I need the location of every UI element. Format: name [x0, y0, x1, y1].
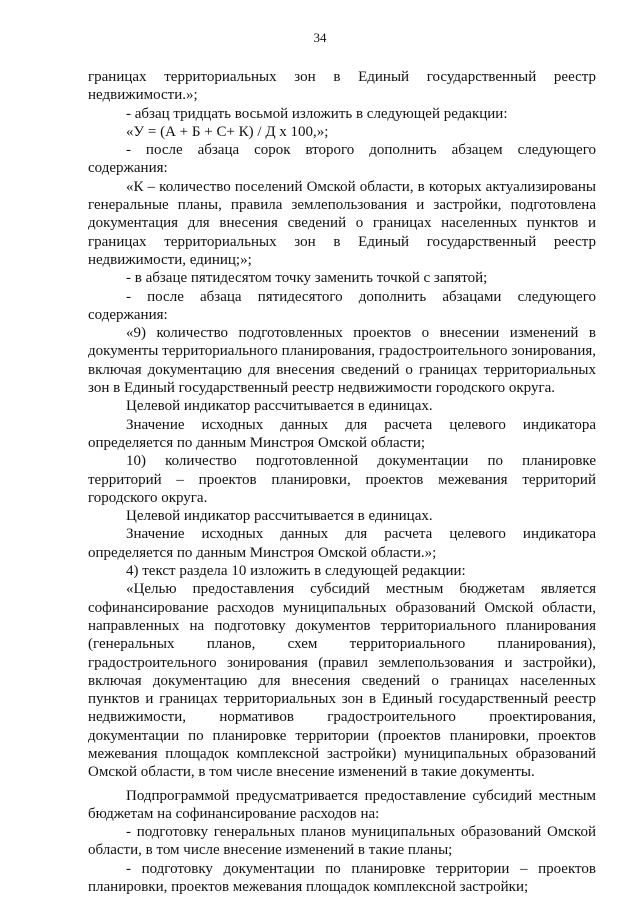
paragraph: границах территориальных зон в Единый государственный реестр недвижимости.»; [88, 69, 596, 104]
paragraph: «Целью предоставления субсидий местным бюджетам является софинансирование расходов муниципальных образований Омской области, направленных на подготовку документов территориального планирования (генеральных планов, схем территориального планирования), градостроительного зонирования (правил землепользования и застройки), включая документацию для внесения сведений о границах населенных пунктов и границах территориальных зон в Единый государственный реестр недвижимости, нормативов градостроительного проектирования, документации по планировке территории (проектов планировки, проектов межевания площадок комплексной застройки) муниципальных образований Омской области, в том числе внесение изменений в такие документы. [88, 581, 596, 781]
paragraph: 4) текст раздела 10 изложить в следующей редакции: [126, 563, 466, 580]
formula-paragraph: «У = (А + Б + С+ К) / Д х 100,»; [126, 123, 329, 140]
paragraph: - подготовку генеральных планов муниципальных образований Омской области, в том числе внесение изменений в такие планы; [88, 824, 596, 859]
paragraph: Значение исходных данных для расчета целевого индикатора определяется по данным Минстроя Омской области; [88, 416, 596, 451]
paragraph: Значение исходных данных для расчета целевого индикатора определяется по данным Минстроя Омской области.»; [88, 526, 596, 561]
paragraph: - подготовку документации по планировке территории – проектов планировки, проектов межевания площадок комплексной застройки; [88, 860, 596, 896]
paragraph: «К – количество поселений Омской области, в которых актуализированы генеральные планы, правила землепользования и застройки, подготовлена документация для внесения сведений о границах населенных пунктов и границах территориальных зон в Единый государственный реестр недвижимости, единиц;»; [88, 178, 596, 268]
paragraph: - в абзаце пятидесятом точку заменить точкой с запятой; [126, 270, 488, 287]
paragraph: «9) количество подготовленных проектов о внесении изменений в документы территориального планирования, градостроительного зонирования, включая документацию для внесения сведений о границах территориальных зон в Единый государственный реестр недвижимости городского округа. [88, 325, 596, 397]
paragraph: - после абзаца пятидесятого дополнить абзацами следующего содержания: [88, 288, 596, 323]
paragraph: Подпрограммой предусматривается предоставление субсидий местным бюджетам на софинансирование расходов на: [88, 787, 596, 822]
paragraph: Целевой индикатор рассчитывается в единицах. [126, 398, 433, 415]
page-number: 34 [313, 30, 327, 45]
paragraph: Целевой индикатор рассчитывается в единицах. [126, 508, 433, 525]
paragraph: 10) количество подготовленной документации по планировке территорий – проектов планировки, проектов межевания территорий городского округа. [88, 453, 596, 506]
paragraph: - абзац тридцать восьмой изложить в следующей редакции: [126, 105, 508, 122]
document-body [88, 68, 596, 896]
paragraph: - после абзаца сорок второго дополнить абзацем следующего содержания: [88, 142, 596, 177]
